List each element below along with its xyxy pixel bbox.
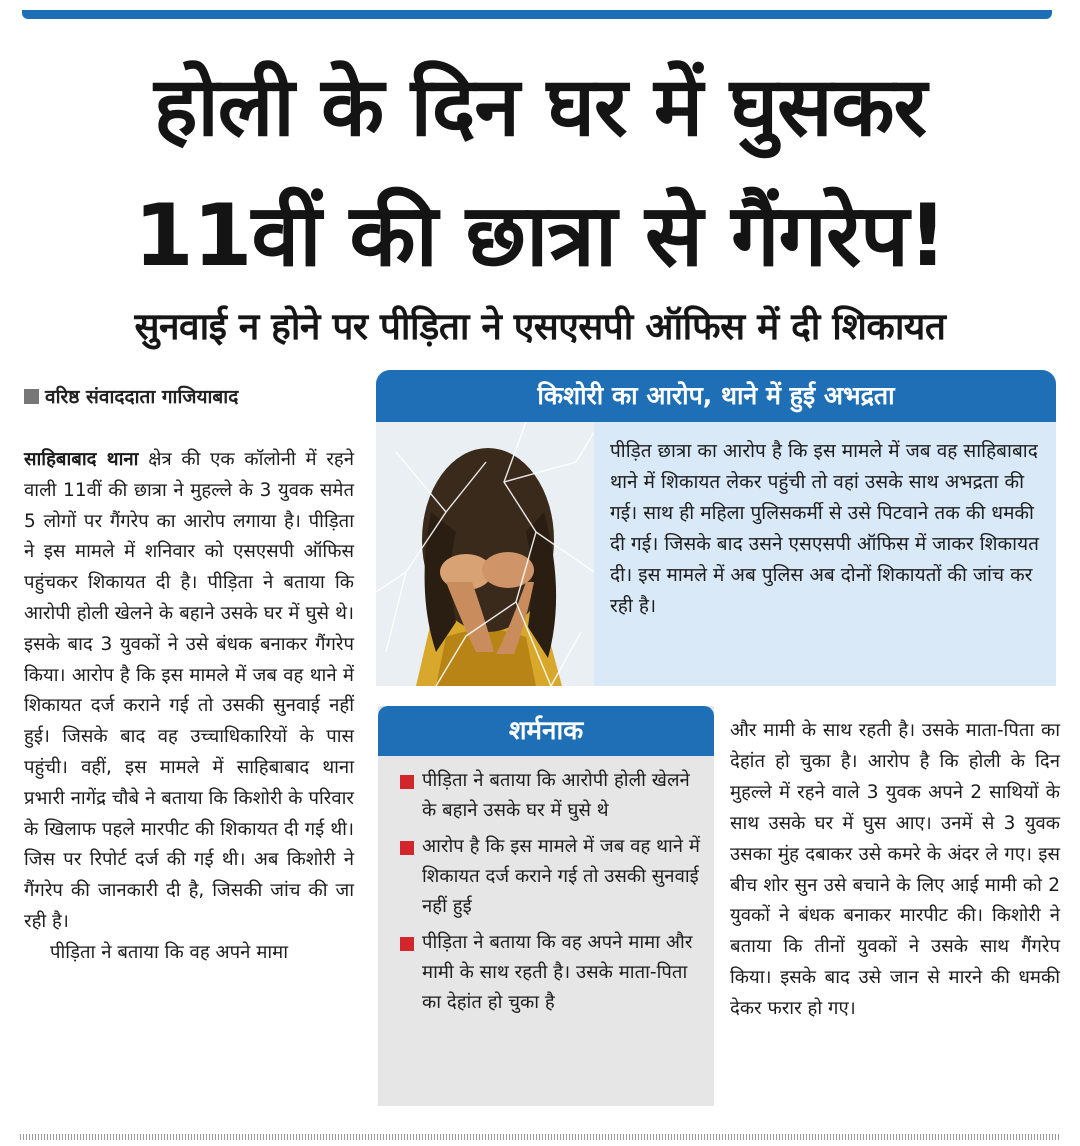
byline	[24, 383, 238, 409]
subheadline: सुनवाई न होने पर पीड़िता ने एसएसपी ऑफिस में दी शिकायत	[134, 305, 946, 348]
article-paragraph-2: पीड़िता ने बताया कि वह अपने मामा	[50, 941, 289, 963]
sidebar-text: पीड़ित छात्रा का आरोप है कि इस मामले में जब वह साहिबाबाद थाने में शिकायत लेकर पहुंची तो वहां उसके साथ अभद्रता की गई। साथ ही महिला पुलिसकर्मी से उसे पिटवाने तक की धमकी दी गई। जिसके बाद उसने एसएसपी ऑफिस में जाकर शिकायत दी। इस मामले में अब पुलिस अब दोनों शिकायतों की जांच कर रही है।	[610, 440, 1039, 617]
headline-line-2: 11वीं की छात्रा से गैंगरेप!	[133, 186, 947, 286]
red-square-icon	[400, 775, 414, 789]
article-column-left	[24, 445, 354, 969]
article-body: क्षेत्र की एक कॉलोनी में रहने वाली 11वीं की छात्रा ने मुहल्ले के 3 युवक समेत 5 लोगों पर गैंगरेप का आरोप लगाया है। पीड़िता ने इस मामले में शनिवार को एसएसपी ऑफिस पहुंचकर शिकायत दी है। पीड़िता ने बताया कि आरोपी होली खेलने के बहाने उसके घर में घुसे थे। इसके बाद 3 युवकों ने उसे बंधक बनाकर गैंगरेप किया। आरोप है कि इस मामले में जब वह थाने में शिकायत दर्ज कराने गई तो उसकी सुनवाई नहीं हुई। जिसके बाद वह उच्चाधिकारियों के पास पहुंची। वहीं, इस मामले में साहिबाबाद थाना प्रभारी नागेंद्र चौबे ने बताया कि किशोरी के परिवार के खिलाफ पहले मारपीट की शिकायत दी गई थी। जिस पर रिपोर्ट दर्ज की गई थी। अब किशोरी ने गैंगरेप की जानकारी दी है, जिसकी जांच की जा रही है।	[24, 449, 354, 932]
article-lead: साहिबाबाद थाना	[24, 449, 139, 470]
callout-heading: शर्मनाक	[378, 706, 714, 756]
red-square-icon	[400, 937, 414, 951]
callout-list	[400, 766, 700, 1024]
callout-item-text: आरोप है कि इस मामले में जब वह थाने में शिकायत दर्ज कराने गई तो उसकी सुनवाई नहीं हुई	[422, 836, 700, 917]
byline-text: वरिष्ठ संवाददाता गाजियाबाद	[45, 386, 239, 408]
top-rule	[22, 10, 1052, 19]
callout-item	[400, 766, 700, 826]
sidebar-heading: किशोरी का आरोप, थाने में हुई अभद्रता	[376, 370, 1056, 422]
article-paragraph-1	[24, 445, 354, 938]
article-column-right: और मामी के साथ रहती है। उसके माता-पिता का देहांत हो चुका है। आरोप है कि होली के दिन मुहल्ले में रहने वाले 3 युवक अपने 2 साथियों के साथ उसके घर में घुस आए। उनमें से 3 युवक उसका मुंह दबाकर उसे कमरे के अंदर ले गए। इस बीच शोर सुन उसे बचाने के लिए आई मामी को 2 युवकों ने बंधक बनाकर मारपीट की। किशोरी ने बताया कि तीनों युवकों ने उसके साथ गैंगरेप किया। इसके बाद उसे जान से मारने की धमकी देकर फरार हो गए।	[730, 720, 1060, 1020]
red-square-icon	[400, 841, 414, 855]
callout-item	[400, 832, 700, 922]
photo-distressed-girl	[376, 422, 594, 686]
callout-item-text: पीड़िता ने बताया कि आरोपी होली खेलने के बहाने उसके घर में घुसे थे	[422, 770, 690, 821]
gray-square-icon	[24, 389, 39, 404]
headline-line-1: होली के दिन घर में घुसकर	[153, 60, 927, 155]
bottom-rule	[20, 1134, 1060, 1140]
callout-item-text: पीड़िता ने बताया कि वह अपने मामा और मामी के साथ रहती है। उसके माता-पिता का देहांत हो चुका है	[422, 932, 693, 1013]
callout-item	[400, 928, 700, 1018]
photo-illustration	[376, 422, 594, 686]
